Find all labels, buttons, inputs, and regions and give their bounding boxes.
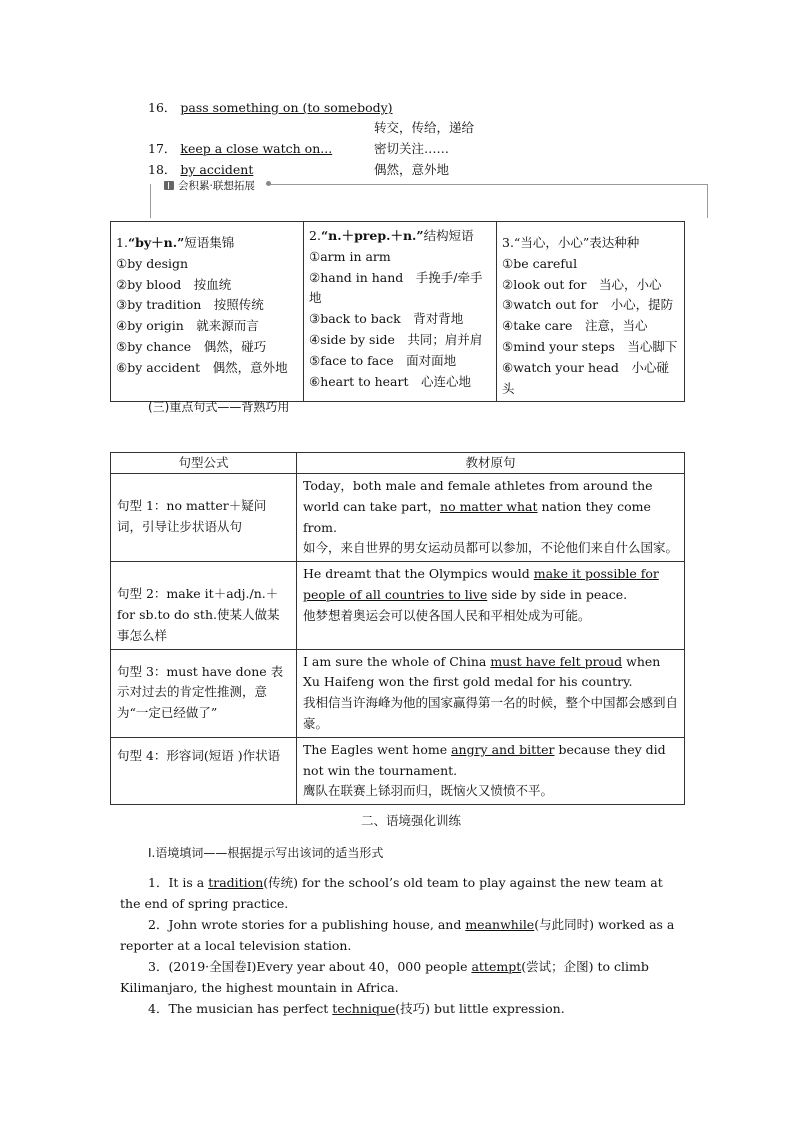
expansion-column-by-n bbox=[111, 222, 304, 402]
exercise-instructions: Ⅰ.语境填词——根据提示写出该词的适当形式 bbox=[148, 846, 384, 860]
phrase-item bbox=[148, 162, 253, 178]
exercise-item: 3．(2019·全国卷Ⅰ)Every year about 40，000 people attempt(尝试；企图) to climb Kilimanjaro, the highest mountain in Africa. bbox=[120, 959, 649, 995]
banner-right-border bbox=[707, 184, 708, 218]
column-title: 1.“by＋n.”短语集锦 bbox=[116, 235, 235, 250]
list-item: ①by design bbox=[116, 255, 189, 271]
pattern-example: Today，both male and female athletes from around the world can take part，no matter what nation they come from. 如今，来自世界的男女运动员都可以参加，不论他们来自什么国家。 bbox=[297, 474, 685, 562]
table-row bbox=[111, 474, 685, 562]
example-translation: 如今，来自世界的男女运动员都可以参加，不论他们来自什么国家。 bbox=[303, 540, 679, 556]
exercise-answer: attempt bbox=[471, 959, 522, 974]
list-item: ④by origin 就来源而言 bbox=[116, 318, 259, 334]
list-item: ②hand in hand 手挽手/牵手地 bbox=[309, 269, 483, 306]
pattern-formula: 句型 4：形容词(短语 )作状语 bbox=[111, 737, 297, 804]
pattern-formula: 句型 1：no matter＋疑问词，引导让步状语从句 bbox=[111, 474, 297, 562]
column-header: 句型公式 bbox=[111, 453, 297, 474]
sentence-pattern-table bbox=[110, 452, 685, 805]
table-row bbox=[111, 562, 685, 649]
book-icon bbox=[164, 181, 174, 190]
exercise-answer: meanwhile bbox=[465, 917, 535, 932]
pattern-formula: 句型 2：make it＋adj./n.＋for sb.to do sth.使某人做某事怎么样 bbox=[111, 562, 297, 649]
expansion-column-n-prep-n bbox=[304, 222, 497, 402]
phrase-text: keep a close watch on... bbox=[180, 141, 333, 156]
list-item: ④take care 注意，当心 bbox=[502, 318, 648, 334]
list-item: ⑥by accident 偶然，意外地 bbox=[116, 359, 288, 375]
column-header: 教材原句 bbox=[297, 453, 685, 474]
banner-left-border bbox=[150, 184, 151, 218]
list-item: ④side by side 共同；肩并肩 bbox=[309, 331, 483, 347]
list-item: ⑥heart to heart 心连心地 bbox=[309, 373, 471, 389]
pattern-example: The Eagles went home angry and bitter because they did not win the tournament. 鹰队在联赛上铩羽而归，既恼火又愤愤不平。 bbox=[297, 737, 685, 804]
column-title: 2.“n.＋prep.＋n.”结构短语 bbox=[309, 228, 474, 243]
phrase-item bbox=[148, 100, 393, 116]
phrase-text: pass something on (to somebody) bbox=[180, 100, 393, 115]
pattern-example: I am sure the whole of China must have felt proud when Xu Haifeng won the first gold medal for his country. 我相信当许海峰为他的国家赢得第一名的时候，整个中国都会感到自豪。 bbox=[297, 649, 685, 737]
list-item: ⑤mind your steps 当心脚下 bbox=[502, 338, 678, 354]
section-heading: 二、语境强化训练 bbox=[360, 813, 461, 828]
pattern-example: He dreamt that the Olympics would make it possible for people of all countries to live side by side in peace. 他梦想着奥运会可以使各国人民和平相处成为可能。 bbox=[297, 562, 685, 649]
banner-label-text: 会积累·联想拓展 bbox=[178, 180, 255, 192]
list-item: ①arm in arm bbox=[309, 248, 391, 264]
bullet-dot-icon bbox=[266, 181, 271, 186]
phrase-meaning: 密切关注…… bbox=[374, 141, 450, 156]
exercise-answer: tradition bbox=[208, 875, 264, 890]
phrase-number: 18． bbox=[148, 162, 177, 177]
banner-label bbox=[160, 178, 259, 193]
phrase-text: by accident bbox=[180, 162, 254, 177]
list-item: ⑤face to face 面对面地 bbox=[309, 352, 457, 368]
exercise-item: 2．John wrote stories for a publishing house, and meanwhile(与此同时) worked as a reporter at a local television station. bbox=[120, 917, 675, 953]
list-item: ③watch out for 小心，提防 bbox=[502, 297, 674, 313]
section-banner bbox=[150, 180, 708, 218]
exercise-item: 4．The musician has perfect technique(技巧) but little expression. bbox=[148, 1001, 565, 1016]
phrase-item bbox=[148, 141, 332, 157]
list-item: ②by blood 按血统 bbox=[116, 276, 232, 292]
list-item: ②look out for 当心，小心 bbox=[502, 276, 662, 292]
section-heading: (三)重点句式——背熟巧用 bbox=[148, 400, 290, 414]
phrase-number: 17． bbox=[148, 141, 177, 156]
pattern-formula: 句型 3：must have done 表示对过去的肯定性推测，意为“一定已经做了” bbox=[111, 649, 297, 737]
phrase-meaning: 转交，传给，递给 bbox=[374, 120, 475, 135]
list-item: ⑤by chance 偶然，碰巧 bbox=[116, 338, 267, 354]
phrase-expansion-table bbox=[110, 221, 685, 402]
example-translation: 鹰队在联赛上铩羽而归，既恼火又愤愤不平。 bbox=[303, 783, 554, 799]
phrase-number: 16． bbox=[148, 100, 177, 115]
exercise-answer: technique bbox=[332, 1001, 396, 1016]
table-row bbox=[111, 649, 685, 737]
example-translation: 他梦想着奥运会可以使各国人民和平相处成为可能。 bbox=[303, 607, 591, 623]
list-item: ③back to back 背对背地 bbox=[309, 311, 464, 327]
table-header-row bbox=[111, 453, 685, 474]
column-title: 3.“当心，小心”表达种种 bbox=[502, 235, 640, 250]
example-translation: 我相信当许海峰为他的国家赢得第一名的时候，整个中国都会感到自豪。 bbox=[303, 695, 679, 731]
banner-divider bbox=[268, 184, 708, 185]
expansion-column-careful bbox=[497, 222, 685, 402]
table-row bbox=[111, 737, 685, 804]
list-item: ①be careful bbox=[502, 255, 578, 271]
list-item: ⑥watch your head 小心碰头 bbox=[502, 359, 669, 396]
phrase-meaning: 偶然，意外地 bbox=[374, 162, 450, 177]
list-item: ③by tradition 按照传统 bbox=[116, 297, 264, 313]
exercise-item: 1．It is a tradition(传统) for the school’s old team to play against the new team at the end of spring practice. bbox=[120, 875, 663, 911]
